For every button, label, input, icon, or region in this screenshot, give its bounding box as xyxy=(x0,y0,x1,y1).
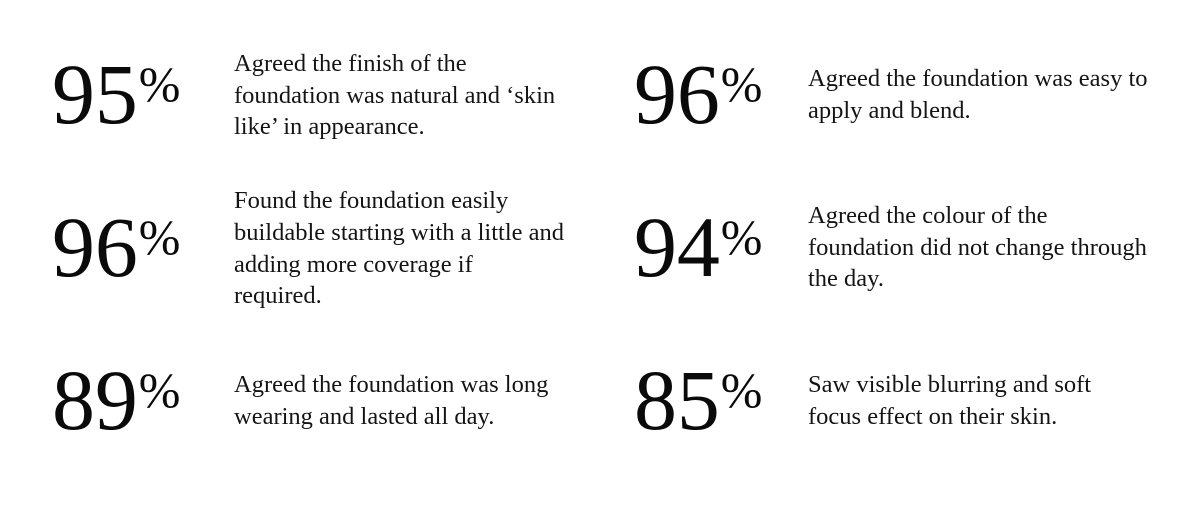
percent-symbol: % xyxy=(720,361,763,418)
stat-item xyxy=(622,18,1200,171)
stat-figure xyxy=(634,198,808,295)
stat-description: Saw visible blurring and soft focus effect on their skin. xyxy=(808,370,1092,430)
stat-number: 95 xyxy=(52,45,138,142)
percent-symbol: % xyxy=(138,361,181,418)
stat-figure xyxy=(52,45,234,142)
stat-item xyxy=(30,324,622,477)
stat-number: 89 xyxy=(52,351,138,448)
stat-number: 94 xyxy=(634,198,720,295)
stat-figure xyxy=(52,351,234,448)
stat-description: Found the foundation easily buildable starting with a little and adding more coverage if required. xyxy=(234,186,564,310)
stat-figure xyxy=(634,45,808,142)
percent-symbol: % xyxy=(720,55,763,112)
percent-symbol: % xyxy=(720,208,763,265)
stat-number: 96 xyxy=(52,198,138,295)
stat-description: Agreed the foundation was easy to apply and blend. xyxy=(808,64,1148,124)
stat-item xyxy=(622,171,1200,324)
stat-figure xyxy=(52,198,234,295)
stat-item xyxy=(30,18,622,171)
percent-symbol: % xyxy=(138,55,181,112)
stat-description: Agreed the colour of the foundation did not change through the day. xyxy=(808,201,1147,293)
stat-description: Agreed the foundation was long wearing and lasted all day. xyxy=(234,370,549,430)
stat-number: 85 xyxy=(634,351,720,448)
stat-number: 96 xyxy=(634,45,720,142)
stat-figure xyxy=(634,351,808,448)
percent-symbol: % xyxy=(138,208,181,265)
stat-item xyxy=(30,171,622,324)
stat-description: Agreed the finish of the foundation was natural and ‘skin like’ in appearance. xyxy=(234,49,556,141)
stat-item xyxy=(622,324,1200,477)
